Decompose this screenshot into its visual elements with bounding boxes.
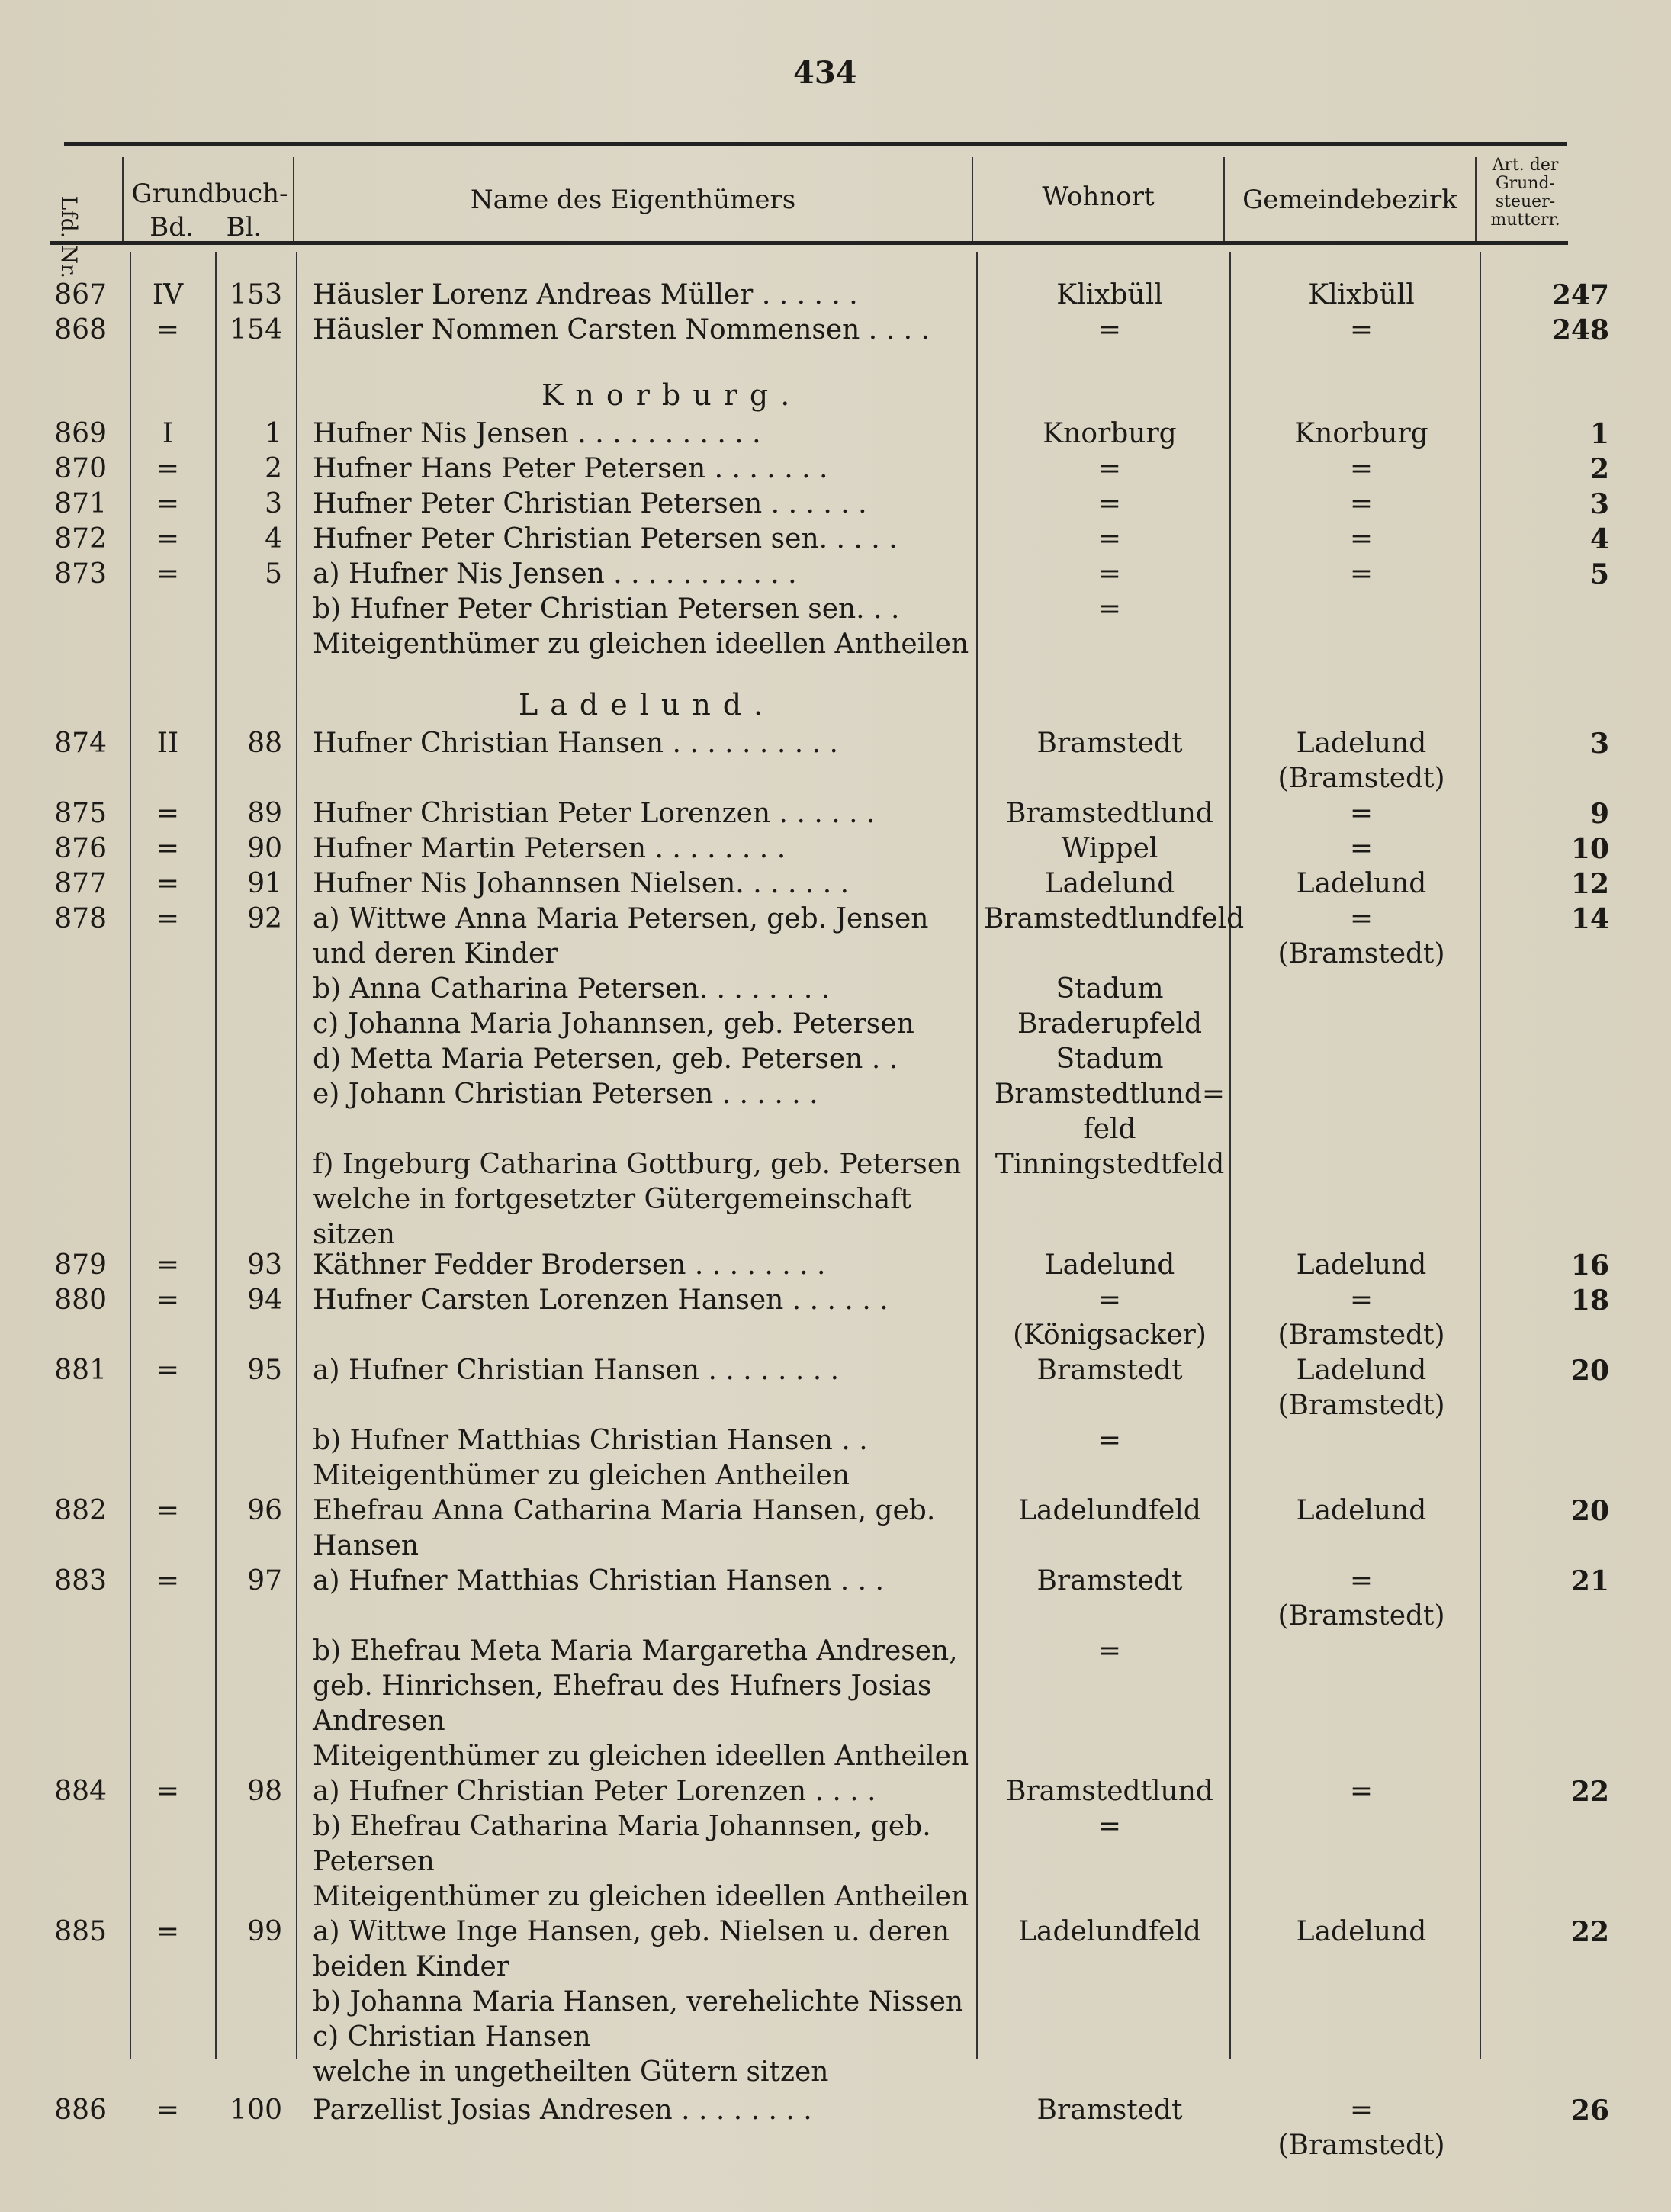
cell-bd: = (156, 523, 180, 555)
table-row (0, 1042, 1671, 1077)
header-wohnort: Wohnort (1042, 182, 1155, 212)
cell-bd: = (156, 868, 180, 899)
table-row (0, 1915, 1671, 1950)
cell-bl: 96 (247, 1495, 282, 1526)
header-art-1: Art. der (1492, 156, 1559, 175)
cell-wohnort: Klixbüll (1056, 279, 1163, 310)
cell-gemeinde: Ladelund (1296, 1495, 1427, 1526)
cell-art: 10 (1570, 833, 1609, 865)
cell-wohnort: Bramstedtlund (1006, 798, 1213, 829)
cell-bl: 94 (247, 1284, 282, 1316)
cell-wohnort: = (1097, 523, 1122, 555)
cell-gemeinde: (Bramstedt) (1277, 1320, 1445, 1351)
cell-art: 248 (1551, 314, 1609, 346)
table-row (0, 1248, 1671, 1283)
cell-name: b) Hufner Matthias Christian Hansen . . (313, 1425, 868, 1456)
cell-wohnort: Ladelundfeld (1018, 1495, 1201, 1526)
cell-art: 22 (1570, 1776, 1609, 1808)
cell-name: geb. Hinrichsen, Ehefrau des Hufners Josias (313, 1670, 932, 1702)
header-gemeindebezirk: Gemeindebezirk (1242, 185, 1457, 215)
cell-bd: = (156, 798, 180, 829)
cell-nr: 880 (54, 1284, 107, 1316)
cell-name: a) Wittwe Anna Maria Petersen, geb. Jensen (313, 903, 929, 934)
cell-bl: 4 (265, 523, 282, 555)
cell-name: a) Hufner Christian Peter Lorenzen . . . . (313, 1776, 876, 1807)
cell-name: welche in fortgesetzter Gütergemeinschaft (313, 1184, 912, 1215)
table-row (0, 452, 1671, 487)
cell-gemeinde: = (1349, 314, 1374, 346)
cell-gemeinde: = (1349, 2095, 1374, 2126)
cell-art: 3 (1589, 728, 1609, 760)
cell-bd: = (156, 453, 180, 484)
table-row (0, 1879, 1671, 1915)
section-ladelund: Ladelund. (519, 688, 776, 722)
table-row (0, 1669, 1671, 1704)
cell-bd: = (156, 1916, 180, 1947)
cell-wohnort: = (1097, 1635, 1122, 1667)
header-top-rule (64, 142, 1567, 146)
table-row (0, 1182, 1671, 1217)
cell-nr: 872 (54, 523, 107, 555)
table-row (0, 796, 1671, 831)
cell-bl: 93 (247, 1249, 282, 1281)
cell-name: Hufner Hans Peter Petersen . . . . . . . (313, 453, 828, 484)
cell-nr: 867 (54, 279, 107, 310)
header-grundbuch: Grundbuch- (131, 178, 288, 209)
page-number: 434 (793, 55, 857, 91)
cell-bd: = (156, 2095, 180, 2126)
table-row (0, 1809, 1671, 1844)
cell-gemeinde: = (1349, 558, 1374, 590)
table-row (0, 1147, 1671, 1182)
table-row (0, 1529, 1671, 1564)
table-row (0, 1077, 1671, 1112)
cell-nr: 883 (54, 1565, 107, 1596)
cell-name: a) Wittwe Inge Hansen, geb. Nielsen u. deren (313, 1916, 950, 1947)
cell-wohnort: Tinningstedtfeld (995, 1149, 1225, 1180)
cell-nr: 870 (54, 453, 107, 484)
cell-name: Hufner Nis Jensen . . . . . . . . . . . (313, 418, 761, 449)
table-row (0, 866, 1671, 902)
cell-wohnort: Ladelundfeld (1018, 1916, 1201, 1947)
cell-art: 20 (1570, 1355, 1609, 1387)
cell-bl: 90 (247, 833, 282, 864)
cell-name: c) Johanna Maria Johannsen, geb. Petersen (313, 1008, 914, 1040)
cell-name: a) Hufner Matthias Christian Hansen . . . (313, 1565, 885, 1596)
table-row (0, 937, 1671, 972)
table-row (0, 1007, 1671, 1042)
table-row (0, 2093, 1671, 2128)
table-row (0, 1844, 1671, 1879)
cell-bl: 98 (247, 1776, 282, 1807)
table-row (0, 1493, 1671, 1529)
table-row (0, 1774, 1671, 1809)
table-row (0, 313, 1671, 348)
cell-gemeinde: (Bramstedt) (1277, 1600, 1445, 1632)
cell-bl: 89 (247, 798, 282, 829)
cell-nr: 874 (54, 728, 107, 759)
cell-nr: 879 (54, 1249, 107, 1281)
table-row (0, 416, 1671, 452)
table-row (0, 1388, 1671, 1423)
cell-bl: 92 (247, 903, 282, 934)
cell-name: Hufner Peter Christian Petersen sen. . . . . (313, 523, 898, 555)
cell-name: b) Ehefrau Catharina Maria Johannsen, geb. (313, 1811, 931, 1842)
cell-nr: 882 (54, 1495, 107, 1526)
column-divider (122, 157, 124, 241)
cell-art: 247 (1551, 279, 1609, 311)
table-row (0, 1423, 1671, 1458)
table-row (0, 592, 1671, 627)
cell-bl: 1 (265, 418, 282, 449)
cell-wohnort: Bramstedtlund= (994, 1079, 1226, 1110)
cell-name: Parzellist Josias Andresen . . . . . . . . (313, 2095, 812, 2126)
cell-bd: = (156, 558, 180, 590)
cell-gemeinde: Klixbüll (1308, 279, 1415, 310)
cell-wohnort: = (1097, 1425, 1122, 1456)
column-divider (972, 157, 973, 241)
cell-nr: 884 (54, 1776, 107, 1807)
table-row (0, 2020, 1671, 2055)
header-art-3: steuer- (1495, 192, 1556, 211)
header-name: Name des Eigenthümers (470, 185, 796, 215)
table-row (0, 2055, 1671, 2090)
cell-art: 18 (1570, 1284, 1609, 1317)
table-row (0, 1739, 1671, 1774)
cell-name: b) Johanna Maria Hansen, verehelichte Nissen (313, 1986, 964, 2017)
table-row (0, 1458, 1671, 1493)
table-row (0, 1112, 1671, 1147)
cell-name: welche in ungetheilten Gütern sitzen (313, 2056, 829, 2088)
cell-name: b) Anna Catharina Petersen. . . . . . . . (313, 973, 831, 1005)
cell-name: Käthner Fedder Brodersen . . . . . . . . (313, 1249, 826, 1281)
cell-gemeinde: = (1349, 833, 1374, 864)
cell-art: 14 (1570, 903, 1609, 935)
section-knorburg: Knorburg. (541, 378, 802, 412)
cell-gemeinde: = (1349, 1565, 1374, 1596)
cell-name: Häusler Nommen Carsten Nommensen . . . . (313, 314, 930, 346)
cell-gemeinde: Ladelund (1296, 728, 1427, 759)
cell-name: Häusler Lorenz Andreas Müller . . . . . . (313, 279, 858, 310)
table-row (0, 726, 1671, 761)
table-row (0, 1950, 1671, 1985)
table-row (0, 1599, 1671, 1634)
cell-bl: 100 (230, 2095, 282, 2126)
cell-wohnort: Wippel (1061, 833, 1158, 864)
cell-gemeinde: = (1349, 453, 1374, 484)
cell-bl: 153 (230, 279, 282, 310)
cell-wohnort: feld (1083, 1114, 1136, 1145)
column-divider (293, 157, 294, 241)
cell-name: c) Christian Hansen (313, 2021, 591, 2053)
cell-wohnort: = (1097, 1284, 1122, 1316)
cell-wohnort: = (1097, 453, 1122, 484)
cell-name: f) Ingeburg Catharina Gottburg, geb. Petersen (313, 1149, 962, 1180)
cell-art: 12 (1570, 868, 1609, 900)
cell-wohnort: Stadum (1056, 973, 1164, 1005)
table-row (0, 761, 1671, 796)
cell-art: 16 (1570, 1249, 1609, 1281)
cell-name: Hufner Christian Peter Lorenzen . . . . . . (313, 798, 876, 829)
cell-bd: = (156, 488, 180, 519)
cell-wohnort: Ladelund (1044, 1249, 1175, 1281)
table-row (0, 1318, 1671, 1353)
cell-art: 9 (1589, 798, 1609, 830)
cell-bd: = (156, 314, 180, 346)
cell-bd: = (156, 1284, 180, 1316)
cell-name: d) Metta Maria Petersen, geb. Petersen . . (313, 1043, 898, 1075)
table-row (0, 972, 1671, 1007)
cell-gemeinde: = (1349, 798, 1374, 829)
cell-wohnort: = (1097, 593, 1122, 625)
cell-name: Miteigenthümer zu gleichen Antheilen (313, 1460, 850, 1491)
column-divider (1223, 157, 1225, 241)
cell-name: Andresen (313, 1706, 445, 1737)
cell-bl: 2 (265, 453, 282, 484)
cell-art: 2 (1589, 453, 1609, 485)
cell-wohnort: Bramstedt (1036, 728, 1183, 759)
cell-art: 1 (1589, 418, 1609, 450)
cell-name: Hufner Christian Hansen . . . . . . . . . . (313, 728, 838, 759)
cell-gemeinde: = (1349, 488, 1374, 519)
cell-name: Hansen (313, 1530, 419, 1561)
cell-gemeinde: Ladelund (1296, 1249, 1427, 1281)
table-row (0, 557, 1671, 592)
cell-gemeinde: Ladelund (1296, 1916, 1427, 1947)
cell-nr: 868 (54, 314, 107, 346)
cell-wohnort: Bramstedt (1036, 2095, 1183, 2126)
header-bl: Bl. (226, 212, 262, 243)
header-art-4: mutterr. (1490, 211, 1560, 230)
table-row (0, 487, 1671, 522)
cell-nr: 869 (54, 418, 107, 449)
cell-name: Miteigenthümer zu gleichen ideellen Antheilen (313, 1881, 969, 1912)
cell-name: Hufner Carsten Lorenzen Hansen . . . . . . (313, 1284, 889, 1316)
cell-name: Petersen (313, 1846, 435, 1877)
cell-nr: 871 (54, 488, 107, 519)
cell-wohnort: Bramstedt (1036, 1565, 1183, 1596)
cell-gemeinde: = (1349, 1776, 1374, 1807)
header-art-2: Grund- (1496, 174, 1555, 193)
column-divider (1475, 157, 1477, 241)
cell-wohnort: Knorburg (1043, 418, 1177, 449)
cell-gemeinde: (Bramstedt) (1277, 938, 1445, 969)
table-row (0, 1634, 1671, 1669)
cell-wohnort: (Königsacker) (1013, 1320, 1207, 1351)
cell-bl: 97 (247, 1565, 282, 1596)
cell-gemeinde: Knorburg (1294, 418, 1428, 449)
table-row (0, 2128, 1671, 2163)
cell-wohnort: Bramstedtlund (1006, 1776, 1213, 1807)
cell-name: e) Johann Christian Petersen . . . . . . (313, 1079, 818, 1110)
cell-name: Hufner Martin Petersen . . . . . . . . (313, 833, 786, 864)
cell-bd: II (156, 728, 179, 759)
table-row (0, 278, 1671, 313)
cell-name: sitzen (313, 1219, 395, 1250)
cell-wohnort: Braderupfeld (1017, 1008, 1203, 1040)
table-row (0, 1564, 1671, 1599)
cell-bl: 5 (265, 558, 282, 590)
cell-nr: 876 (54, 833, 107, 864)
cell-name: beiden Kinder (313, 1951, 509, 1982)
cell-art: 5 (1589, 558, 1609, 590)
cell-wohnort: = (1097, 488, 1122, 519)
table-row (0, 831, 1671, 866)
cell-nr: 877 (54, 868, 107, 899)
cell-name: b) Hufner Peter Christian Petersen sen. . . (313, 593, 900, 625)
cell-art: 3 (1589, 488, 1609, 520)
cell-nr: 873 (54, 558, 107, 590)
cell-wohnort: = (1097, 1811, 1122, 1842)
cell-bl: 88 (247, 728, 282, 759)
cell-art: 4 (1589, 523, 1609, 555)
cell-bd: = (156, 1495, 180, 1526)
cell-name: Hufner Nis Johannsen Nielsen. . . . . . . (313, 868, 850, 899)
cell-gemeinde: = (1349, 523, 1374, 555)
cell-wohnort: = (1097, 314, 1122, 346)
cell-name: b) Ehefrau Meta Maria Margaretha Andresen, (313, 1635, 958, 1667)
cell-name: Miteigenthümer zu gleichen ideellen Antheilen (313, 629, 969, 660)
cell-nr: 875 (54, 798, 107, 829)
cell-gemeinde: (Bramstedt) (1277, 2130, 1445, 2161)
cell-gemeinde: (Bramstedt) (1277, 763, 1445, 794)
cell-wohnort: Stadum (1056, 1043, 1164, 1075)
cell-bl: 3 (265, 488, 282, 519)
cell-name: Hufner Peter Christian Petersen . . . . . . (313, 488, 867, 519)
table-row (0, 1704, 1671, 1739)
table-row (0, 522, 1671, 557)
cell-wohnort: Bramstedt (1036, 1355, 1183, 1386)
cell-bl: 95 (247, 1355, 282, 1386)
header-bd: Bd. (149, 212, 194, 243)
table-row (0, 1353, 1671, 1388)
cell-gemeinde: Ladelund (1296, 868, 1427, 899)
cell-bl: 154 (230, 314, 282, 346)
cell-name: Ehefrau Anna Catharina Maria Hansen, geb. (313, 1495, 936, 1526)
cell-wohnort: Bramstedtlundfeld (984, 903, 1245, 934)
cell-bd: = (156, 833, 180, 864)
cell-art: 21 (1570, 1565, 1609, 1597)
cell-bd: = (156, 903, 180, 934)
cell-gemeinde: = (1349, 1284, 1374, 1316)
cell-art: 22 (1570, 1916, 1609, 1948)
table-row (0, 1985, 1671, 2020)
cell-gemeinde: Ladelund (1296, 1355, 1427, 1386)
cell-wohnort: Ladelund (1044, 868, 1175, 899)
table-row (0, 902, 1671, 937)
cell-art: 20 (1570, 1495, 1609, 1527)
cell-bl: 91 (247, 868, 282, 899)
cell-bd: = (156, 1249, 180, 1281)
cell-nr: 885 (54, 1916, 107, 1947)
cell-gemeinde: (Bramstedt) (1277, 1390, 1445, 1421)
cell-bd: = (156, 1565, 180, 1596)
cell-name: a) Hufner Christian Hansen . . . . . . . . (313, 1355, 840, 1386)
cell-name: a) Hufner Nis Jensen . . . . . . . . . . . (313, 558, 797, 590)
cell-bd: = (156, 1776, 180, 1807)
cell-nr: 878 (54, 903, 107, 934)
cell-wohnort: = (1097, 558, 1122, 590)
cell-bd: I (162, 418, 174, 449)
table-row (0, 1283, 1671, 1318)
cell-nr: 881 (54, 1355, 107, 1386)
cell-gemeinde: = (1349, 903, 1374, 934)
cell-nr: 886 (54, 2095, 107, 2126)
cell-name: und deren Kinder (313, 938, 558, 969)
cell-bl: 99 (247, 1916, 282, 1947)
cell-art: 26 (1570, 2095, 1609, 2127)
cell-bd: = (156, 1355, 180, 1386)
table-row (0, 627, 1671, 662)
cell-bd: IV (152, 279, 184, 310)
header-lfd-nr: Lfd. Nr. (56, 195, 82, 279)
cell-name: Miteigenthümer zu gleichen ideellen Antheilen (313, 1741, 969, 1772)
